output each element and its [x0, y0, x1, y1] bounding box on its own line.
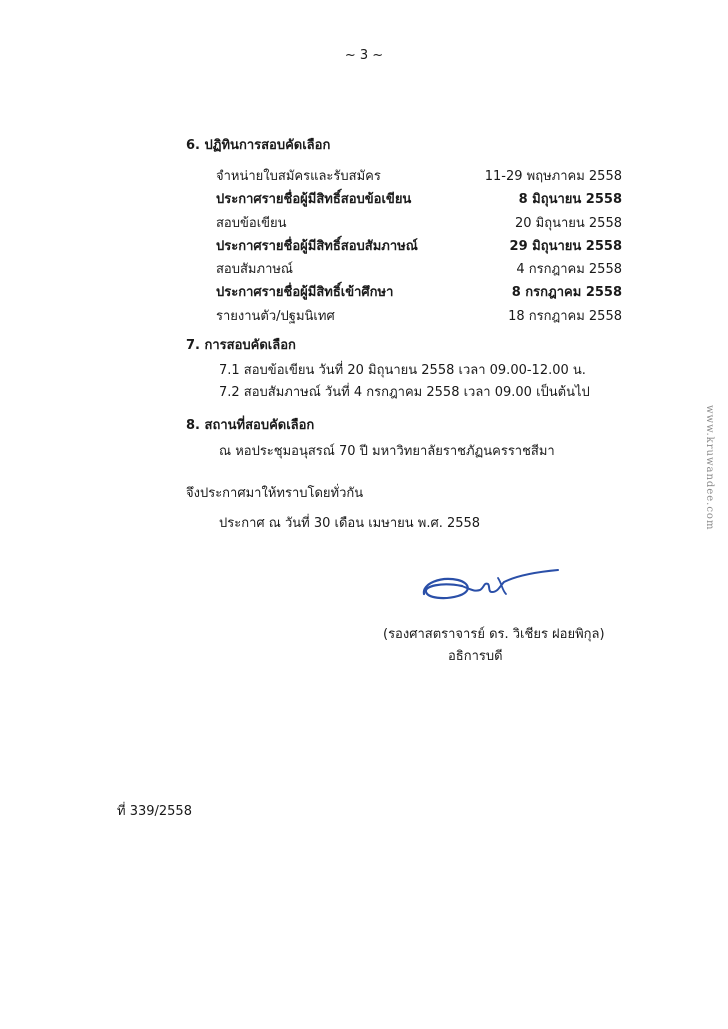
announcement-date: ประกาศ ณ วันที่ 30 เดือน เมษายน พ.ศ. 2558 [219, 516, 481, 531]
exam-location: ณ หอประชุมอนุสรณ์ 70 ปี มหาวิทยาลัยราชภัฏนครราชสีมา [219, 444, 555, 459]
schedule-event-date: 8 กรกฎาคม 2558 [511, 285, 622, 301]
schedule-row [216, 188, 622, 211]
schedule-event-date: 11-29 พฤษภาคม 2558 [484, 169, 622, 184]
schedule-event-date: 29 มิถุนายน 2558 [509, 238, 622, 254]
reference-number: ที่ 339/2558 [117, 804, 192, 819]
signature-stroke-hook [498, 578, 506, 594]
signatory-title: อธิการบดี [448, 649, 503, 664]
section-6-heading: 6. ปฏิทินการสอบคัดเลือก [186, 138, 331, 153]
announcement-notice: จึงประกาศมาให้ทราบโดยทั่วกัน [186, 486, 364, 501]
schedule-event-label: สอบข้อเขียน [216, 215, 287, 231]
schedule-event-label: สอบสัมภาษณ์ [216, 262, 293, 278]
schedule-row [216, 305, 622, 328]
signature-stroke-loop [424, 579, 468, 598]
watermark-text: www.kruwandee.com [704, 405, 715, 531]
schedule-row [216, 212, 622, 235]
signature-stroke-tail [462, 570, 558, 592]
schedule-row [216, 258, 622, 281]
schedule-event-date: 4 กรกฎาคม 2558 [516, 262, 622, 278]
schedule-event-date: 20 มิถุนายน 2558 [514, 215, 622, 231]
signatory-name: (รองศาสตราจารย์ ดร. วิเชียร ฝอยพิกุล) [383, 627, 605, 642]
page-number: ~ 3 ~ [344, 48, 384, 63]
schedule-event-label: ประกาศรายชื่อผู้มีสิทธิ์สอบสัมภาษณ์ [216, 238, 418, 254]
schedule-event-date: 18 กรกฎาคม 2558 [508, 308, 622, 324]
section-7-heading: 7. การสอบคัดเลือก [186, 338, 296, 353]
schedule-event-label: จำหน่ายใบสมัครและรับสมัคร [216, 169, 381, 184]
schedule-event-label: ประกาศรายชื่อผู้มีสิทธิ์เข้าศึกษา [216, 285, 394, 301]
signature-image [418, 562, 568, 610]
schedule-event-label: รายงานตัว/ปฐมนิเทศ [216, 308, 335, 324]
exam-schedule-table [216, 165, 622, 328]
schedule-row [216, 235, 622, 258]
schedule-event-date: 8 มิถุนายน 2558 [518, 192, 622, 208]
schedule-row [216, 165, 622, 188]
written-exam-line: 7.1 สอบข้อเขียน วันที่ 20 มิถุนายน 2558 เวลา 09.00-12.00 น. [219, 363, 586, 378]
section-8-heading: 8. สถานที่สอบคัดเลือก [186, 418, 315, 433]
interview-exam-line: 7.2 สอบสัมภาษณ์ วันที่ 4 กรกฎาคม 2558 เวลา 09.00 เป็นต้นไป [219, 385, 590, 400]
schedule-row [216, 281, 622, 304]
schedule-event-label: ประกาศรายชื่อผู้มีสิทธิ์สอบข้อเขียน [216, 192, 412, 208]
